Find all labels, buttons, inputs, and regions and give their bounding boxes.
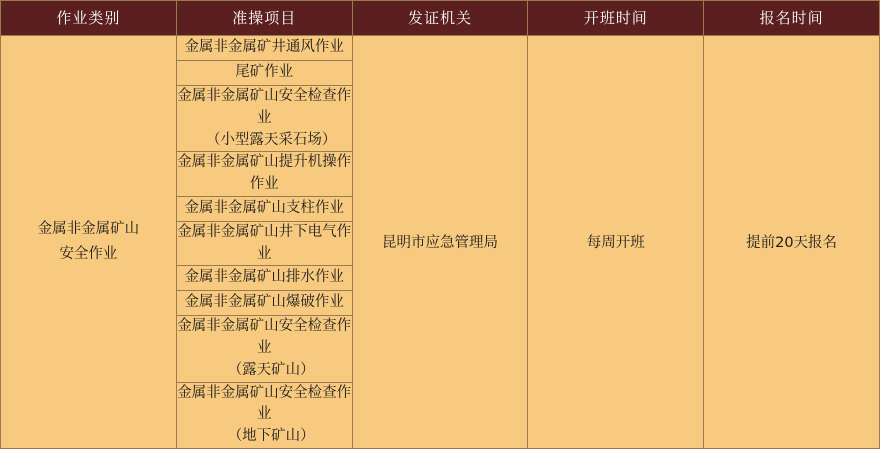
item-main: 金属非金属矿山提升机操作作业 [177,154,352,192]
table-header [1,1,880,36]
header-agency: 发证机关 [352,1,528,36]
cell-start-time: 每周开班 [528,36,704,449]
cell-item [176,196,352,221]
cell-category [1,36,177,449]
cell-item [176,266,352,291]
cell-item [176,221,352,266]
table-row [1,36,880,61]
item-main: 金属非金属矿山爆破作业 [184,294,344,311]
header-start-time: 开班时间 [528,1,704,36]
cell-item [176,382,352,448]
table-body [1,36,880,449]
header-item: 准操项目 [176,1,352,36]
cell-item [176,152,352,197]
item-sub: （小型露天采石场） [205,131,337,148]
cell-item [176,86,352,152]
category-line-2: 安全作业 [59,245,118,262]
header-category: 作业类别 [1,1,177,36]
cell-agency: 昆明市应急管理局 [352,36,528,449]
header-signup-time: 报名时间 [704,1,880,36]
cell-signup-time: 提前20天报名 [704,36,880,449]
item-main: 金属非金属矿山安全检查作业 [177,384,352,423]
item-main: 金属非金属矿山排水作业 [184,269,344,286]
item-main: 金属非金属矿山安全检查作业 [177,88,352,126]
item-main: 尾矿作业 [235,64,294,81]
item-main: 金属非金属矿山井下电气作业 [177,223,352,262]
item-main: 金属非金属矿井通风作业 [184,39,344,56]
item-sub: （地下矿山） [227,428,315,444]
item-main: 金属非金属矿山安全检查作业 [177,318,352,356]
table-header-row [1,1,880,36]
cell-item [176,36,352,61]
cell-item [176,61,352,86]
item-sub: （露天矿山） [227,361,315,378]
category-line-1: 金属非金属矿山 [37,221,140,238]
item-main: 金属非金属矿山支柱作业 [184,199,344,216]
cell-item [176,316,352,382]
cell-item [176,291,352,316]
